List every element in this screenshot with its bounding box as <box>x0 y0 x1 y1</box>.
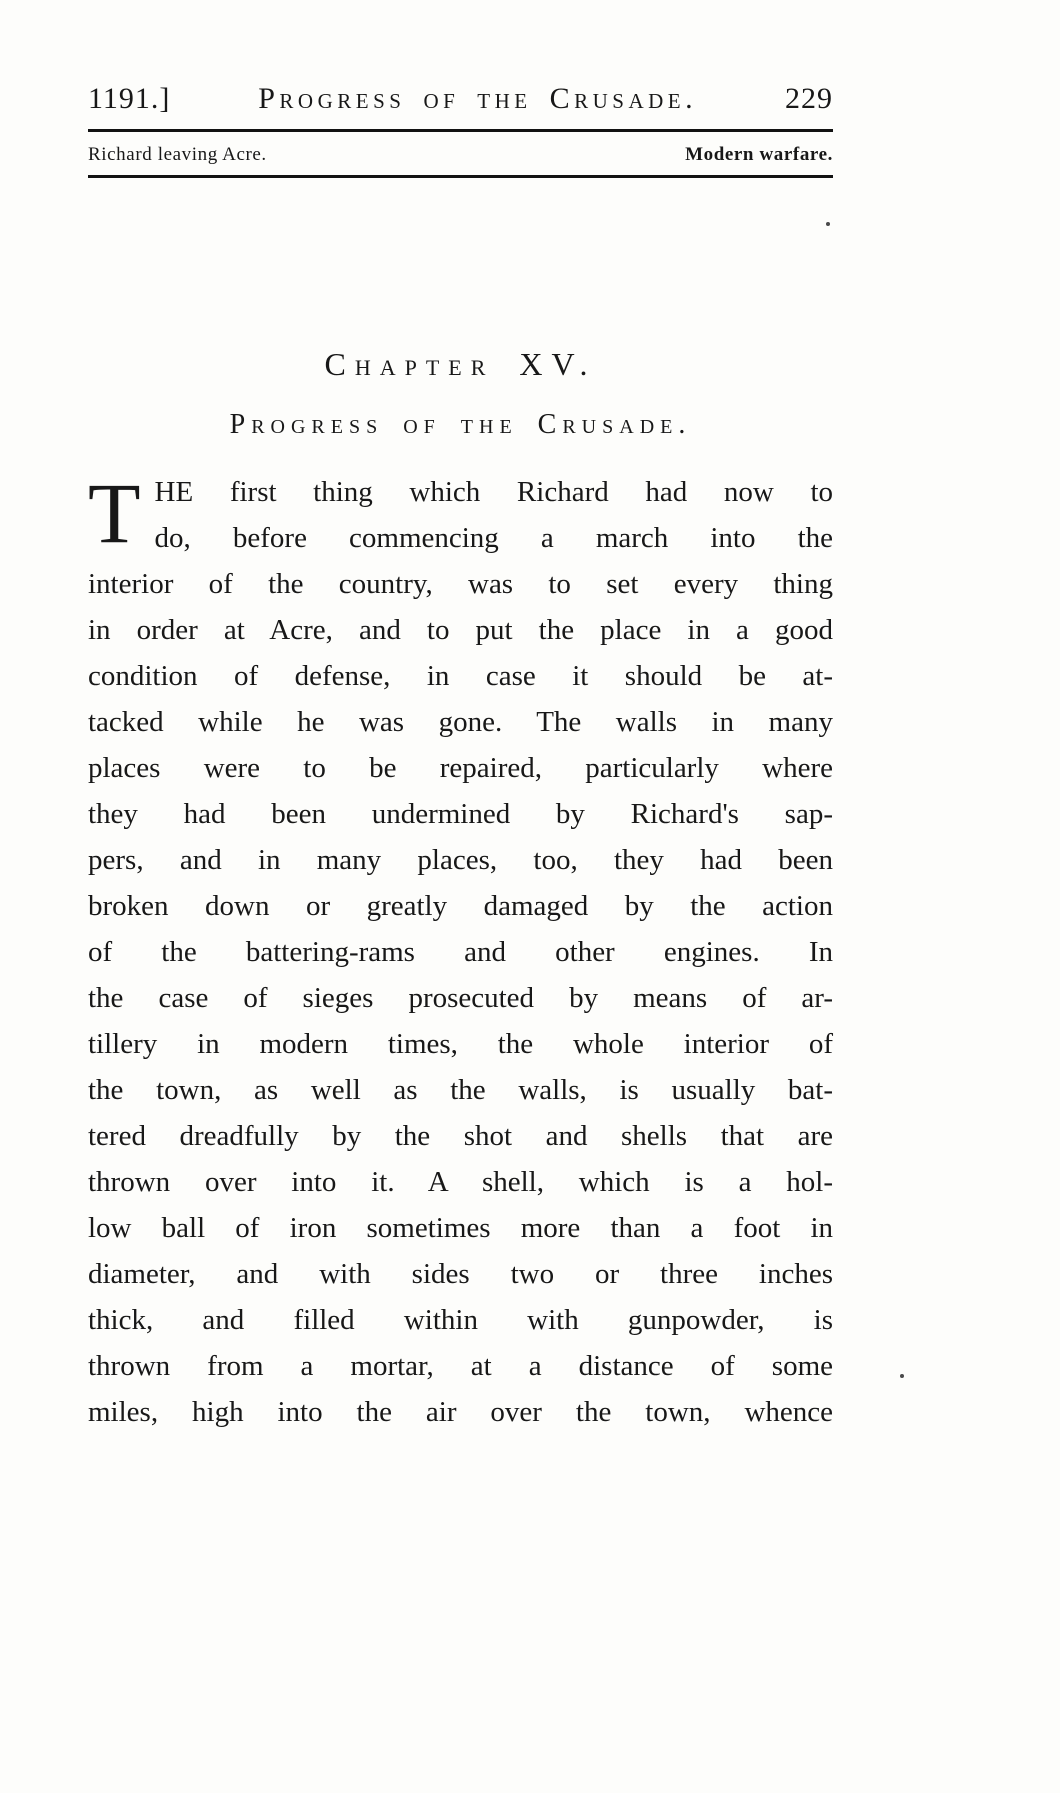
body-text-line: broken down or greatly damaged by the action <box>88 889 833 922</box>
body-text-line: interior of the country, was to set every thing <box>88 567 833 600</box>
body-text-line: places were to be repaired, particularly where <box>88 751 833 784</box>
chapter-heading: Chapter XV. <box>324 345 597 382</box>
body-text-line: miles, high into the air over the town, whence <box>88 1395 833 1428</box>
body-text-line: the case of sieges prosecuted by means of ar- <box>88 981 833 1014</box>
body-text-line: the town, as well as the walls, is usually bat- <box>88 1073 833 1106</box>
body-text-line: thrown from a mortar, at a distance of some <box>88 1349 833 1382</box>
body-text-line: tered dreadfully by the shot and shells that are <box>88 1119 833 1152</box>
body-text-line: HE first thing which Richard had now to <box>154 475 833 508</box>
running-header-title: Progress of the Crusade. <box>258 82 698 115</box>
scan-speckle <box>900 1374 904 1378</box>
margin-note-right: Modern warfare. <box>685 144 833 165</box>
dropcap-letter: T <box>88 464 141 561</box>
header-rule <box>88 129 833 132</box>
chapter-subheading: Progress of the Crusade. <box>229 408 692 440</box>
body-text-line: diameter, and with sides two or three inches <box>88 1257 833 1290</box>
page-number: 229 <box>784 82 833 115</box>
body-text-line: condition of defense, in case it should be at- <box>88 659 833 692</box>
body-text-line: do, before commencing a march into the <box>154 521 833 554</box>
running-header <box>88 82 833 116</box>
body-text-line: thick, and filled within with gunpowder, is <box>88 1303 833 1336</box>
body-text-line: they had been undermined by Richard's sap- <box>88 797 833 830</box>
body-text-line: in order at Acre, and to put the place in a good <box>88 613 833 646</box>
body-text-line: pers, and in many places, too, they had been <box>88 843 833 876</box>
body-text-line: of the battering-rams and other engines. In <box>88 935 833 968</box>
book-page <box>88 0 833 1435</box>
margin-notes-rule <box>88 175 833 178</box>
margin-notes-row <box>88 144 833 166</box>
body-text-line: tillery in modern times, the whole interior of <box>88 1027 833 1060</box>
margin-note-left: Richard leaving Acre. <box>88 144 267 165</box>
body-text-line: tacked while he was gone. The walls in many <box>88 705 833 738</box>
scan-speckle <box>826 222 830 226</box>
body-text-line: thrown over into it. A shell, which is a hol- <box>88 1165 833 1198</box>
body-text-line: low ball of iron sometimes more than a foot in <box>88 1211 833 1244</box>
running-header-section-number: 1191.] <box>88 82 171 115</box>
body-text <box>88 464 833 1435</box>
